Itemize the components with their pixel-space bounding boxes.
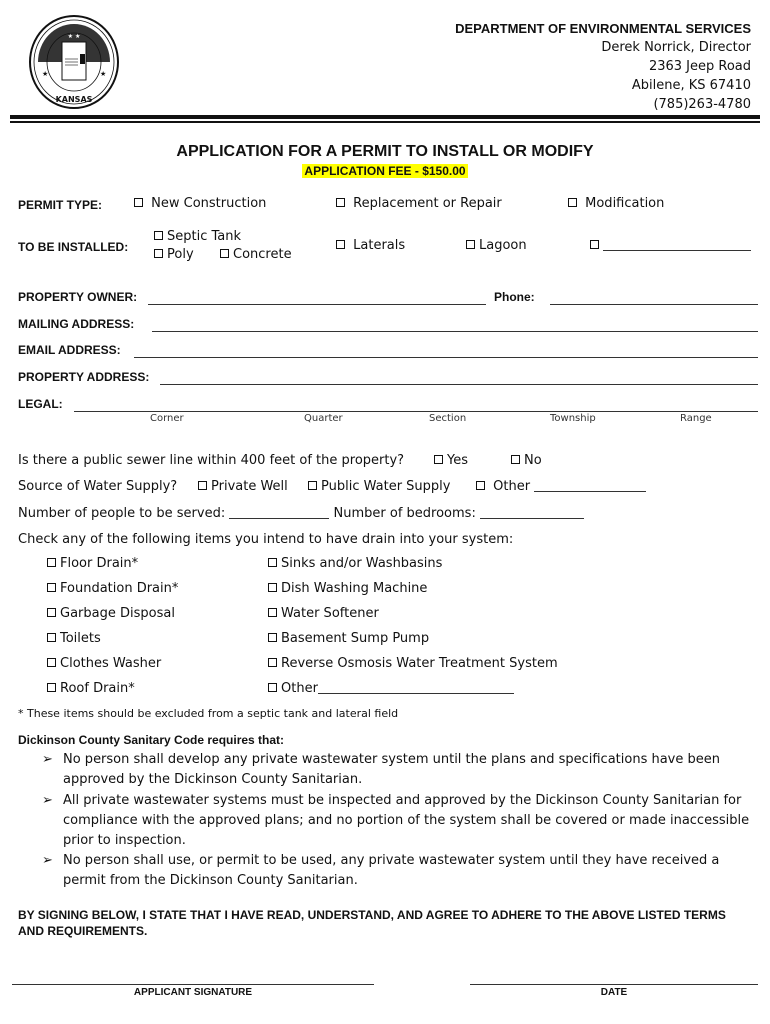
address-line-1: 2363 Jeep Road bbox=[648, 59, 751, 74]
install-septic-tank[interactable]: Septic Tank bbox=[154, 229, 241, 244]
property-owner-field[interactable] bbox=[148, 304, 486, 305]
people-served-label: Number of people to be served: bbox=[18, 506, 226, 521]
checkbox[interactable] bbox=[590, 240, 599, 249]
checkbox[interactable] bbox=[198, 481, 207, 490]
svg-text:KANSAS: KANSAS bbox=[55, 95, 93, 104]
sewer-no[interactable]: No bbox=[511, 453, 542, 468]
department-name: DEPARTMENT OF ENVIRONMENTAL SERVICES bbox=[455, 21, 751, 36]
date-field[interactable] bbox=[470, 984, 758, 985]
sanitary-code-heading: Dickinson County Sanitary Code requires that: bbox=[18, 733, 285, 747]
water-supply-question: Source of Water Supply? bbox=[18, 479, 178, 494]
email-address-label: EMAIL ADDRESS: bbox=[18, 343, 121, 357]
property-owner-label: PROPERTY OWNER: bbox=[18, 290, 138, 304]
checkbox[interactable] bbox=[47, 558, 56, 567]
drain-dishwasher[interactable]: Dish Washing Machine bbox=[268, 581, 427, 596]
permit-modification[interactable]: Modification bbox=[568, 196, 664, 211]
checkbox[interactable] bbox=[268, 633, 277, 642]
checkbox[interactable] bbox=[466, 240, 475, 249]
legal-quarter-label: Quarter bbox=[304, 413, 343, 424]
svg-text:★: ★ bbox=[100, 70, 107, 78]
checkbox[interactable] bbox=[511, 455, 520, 464]
drain-sinks[interactable]: Sinks and/or Washbasins bbox=[268, 556, 442, 571]
arrow-bullet-icon: ➢ bbox=[42, 853, 53, 868]
sewer-yes[interactable]: Yes bbox=[434, 453, 468, 468]
install-laterals[interactable]: Laterals bbox=[336, 238, 405, 253]
checkbox[interactable] bbox=[268, 583, 277, 592]
code-item-1: ➢ No person shall develop any private wastewater system until the plans and specifications have been approved by the Dickinson County Sanitarian. bbox=[42, 752, 720, 787]
to-be-installed-label: TO BE INSTALLED: bbox=[18, 240, 129, 254]
checkbox[interactable] bbox=[154, 249, 163, 258]
checkbox[interactable] bbox=[336, 240, 345, 249]
code-item-3: ➢ No person shall use, or permit to be used, any private wastewater system until they have received a permit from the Dickinson County Sanitarian. bbox=[42, 853, 720, 888]
checkbox[interactable] bbox=[134, 198, 143, 207]
checkbox[interactable] bbox=[268, 608, 277, 617]
phone-label: Phone: bbox=[494, 290, 535, 304]
drain-clothes-washer[interactable]: Clothes Washer bbox=[47, 656, 161, 671]
checkbox[interactable] bbox=[434, 455, 443, 464]
permit-replacement-repair[interactable]: Replacement or Repair bbox=[336, 196, 502, 211]
install-concrete[interactable]: Concrete bbox=[220, 247, 292, 262]
date-label: DATE bbox=[600, 987, 628, 998]
mailing-address-label: MAILING ADDRESS: bbox=[18, 317, 135, 331]
application-fee: APPLICATION FEE - $150.00 bbox=[304, 164, 466, 178]
checkbox[interactable] bbox=[268, 683, 277, 692]
checkbox[interactable] bbox=[476, 481, 485, 490]
drain-toilets[interactable]: Toilets bbox=[47, 631, 101, 646]
checkbox[interactable] bbox=[220, 249, 229, 258]
permit-new-construction[interactable]: New Construction bbox=[134, 196, 266, 211]
install-other-field[interactable] bbox=[603, 250, 751, 251]
legal-section-label: Section bbox=[429, 413, 467, 424]
svg-text:★ ★: ★ ★ bbox=[67, 33, 81, 40]
drain-other-field[interactable] bbox=[318, 693, 514, 694]
legal-corner-label: Corner bbox=[150, 413, 184, 424]
install-lagoon[interactable]: Lagoon bbox=[466, 238, 527, 253]
checkbox[interactable] bbox=[47, 683, 56, 692]
install-poly[interactable]: Poly bbox=[154, 247, 194, 262]
permit-type-label: PERMIT TYPE: bbox=[18, 198, 103, 212]
drain-reverse-osmosis[interactable]: Reverse Osmosis Water Treatment System bbox=[268, 656, 558, 671]
arrow-bullet-icon: ➢ bbox=[42, 793, 53, 808]
legal-range-label: Range bbox=[680, 413, 712, 424]
applicant-signature-field[interactable] bbox=[12, 984, 374, 985]
checkbox[interactable] bbox=[154, 231, 163, 240]
legal-township-label: Township bbox=[550, 413, 596, 424]
install-other[interactable] bbox=[590, 238, 751, 253]
checkbox[interactable] bbox=[47, 583, 56, 592]
water-private-well[interactable]: Private Well bbox=[198, 479, 288, 494]
bedrooms-label: Number of bedrooms: bbox=[333, 506, 476, 521]
water-public-supply[interactable]: Public Water Supply bbox=[308, 479, 450, 494]
water-other-field[interactable] bbox=[534, 491, 646, 492]
sewer-question: Is there a public sewer line within 400 feet of the property? bbox=[18, 453, 405, 468]
legal-field[interactable] bbox=[74, 411, 758, 412]
header-rule-thick bbox=[10, 115, 760, 119]
header-rule-thin bbox=[10, 121, 760, 123]
checkbox[interactable] bbox=[268, 558, 277, 567]
property-address-field[interactable] bbox=[160, 384, 758, 385]
checkbox[interactable] bbox=[336, 198, 345, 207]
phone-field[interactable] bbox=[550, 304, 758, 305]
checkbox[interactable] bbox=[308, 481, 317, 490]
property-address-label: PROPERTY ADDRESS: bbox=[18, 370, 150, 384]
county-seal-logo bbox=[28, 14, 120, 110]
bedrooms-field[interactable] bbox=[480, 518, 584, 519]
agreement-statement: BY SIGNING BELOW, I STATE THAT I HAVE READ, UNDERSTAND, AND AGREE TO ADHERE TO THE ABOVE LISTED TERMS AND REQUIREMENTS. bbox=[18, 908, 726, 938]
drain-water-softener[interactable]: Water Softener bbox=[268, 606, 379, 621]
fee-line bbox=[0, 164, 770, 178]
address-line-2: Abilene, KS 67410 bbox=[631, 78, 751, 93]
applicant-signature-label: APPLICANT SIGNATURE bbox=[133, 987, 253, 998]
checkbox[interactable] bbox=[47, 658, 56, 667]
water-other[interactable]: Other bbox=[476, 479, 646, 494]
mailing-address-field[interactable] bbox=[152, 331, 758, 332]
drain-intro: Check any of the following items you intend to have drain into your system: bbox=[18, 532, 514, 547]
phone-number: (785)263-4780 bbox=[653, 97, 751, 112]
form-title: APPLICATION FOR A PERMIT TO INSTALL OR MODIFY bbox=[176, 143, 594, 160]
drain-foundation-drain[interactable]: Foundation Drain* bbox=[47, 581, 178, 596]
legal-label: LEGAL: bbox=[18, 397, 63, 411]
drain-floor-drain[interactable]: Floor Drain* bbox=[47, 556, 138, 571]
people-served-row bbox=[18, 506, 584, 521]
code-item-2: ➢ All private wastewater systems must be inspected and approved by the Dickinson County Sanitarian for compliance with the approved plans; and no portion of the system shall be covered or made inaccessible prior to inspection. bbox=[42, 793, 750, 848]
director-name: Derek Norrick, Director bbox=[601, 40, 751, 55]
arrow-bullet-icon: ➢ bbox=[42, 752, 53, 767]
checkbox[interactable] bbox=[47, 608, 56, 617]
people-served-field[interactable] bbox=[229, 518, 329, 519]
drain-sump-pump[interactable]: Basement Sump Pump bbox=[268, 631, 429, 646]
checkbox[interactable] bbox=[268, 658, 277, 667]
drain-roof-drain[interactable]: Roof Drain* bbox=[47, 681, 135, 696]
checkbox[interactable] bbox=[568, 198, 577, 207]
email-address-field[interactable] bbox=[134, 357, 758, 358]
checkbox[interactable] bbox=[47, 633, 56, 642]
footnote: * These items should be excluded from a septic tank and lateral field bbox=[18, 707, 399, 720]
drain-garbage-disposal[interactable]: Garbage Disposal bbox=[47, 606, 175, 621]
drain-other[interactable]: Other bbox=[268, 681, 514, 696]
svg-text:★: ★ bbox=[42, 70, 49, 78]
